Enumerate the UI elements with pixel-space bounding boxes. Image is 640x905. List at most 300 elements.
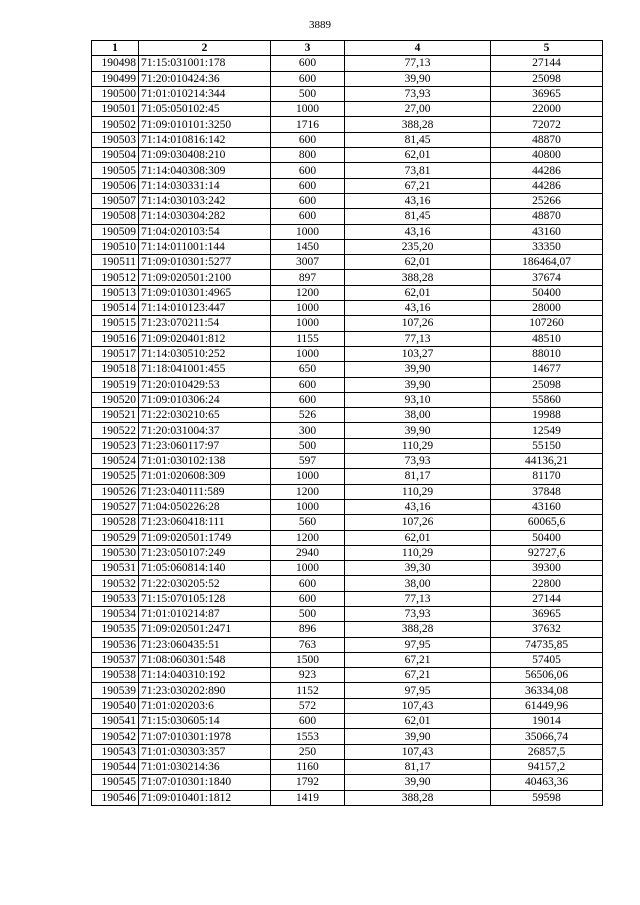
value-cell: 19988 — [491, 408, 603, 423]
cadastral-number-cell: 71:23:050107:249 — [139, 545, 271, 560]
cadastral-number-cell: 71:14:011001:144 — [139, 239, 271, 254]
cadastral-number-cell: 71:23:070211:54 — [139, 316, 271, 331]
row-number-cell: 190509 — [92, 224, 139, 239]
rate-cell: 77,13 — [345, 331, 491, 346]
value-cell: 19014 — [491, 714, 603, 729]
row-number-cell: 190537 — [92, 652, 139, 667]
cadastral-number-cell: 71:18:041001:455 — [139, 362, 271, 377]
row-number-cell: 190518 — [92, 362, 139, 377]
row-number-cell: 190500 — [92, 86, 139, 101]
row-number-cell: 190530 — [92, 545, 139, 560]
table-row — [92, 71, 603, 86]
table-row — [92, 606, 603, 621]
cadastral-number-cell: 71:20:031004:37 — [139, 423, 271, 438]
cadastral-number-cell: 71:23:060435:51 — [139, 637, 271, 652]
cadastral-number-cell: 71:14:010816:142 — [139, 132, 271, 147]
rate-cell: 39,90 — [345, 377, 491, 392]
row-number-cell: 190536 — [92, 637, 139, 652]
cadastral-number-cell: 71:04:050226:28 — [139, 499, 271, 514]
table-row — [92, 790, 603, 805]
row-number-cell: 190501 — [92, 102, 139, 117]
row-number-cell: 190522 — [92, 423, 139, 438]
area-cell: 1155 — [271, 331, 345, 346]
value-cell: 36965 — [491, 86, 603, 101]
row-number-cell: 190525 — [92, 469, 139, 484]
area-cell: 1000 — [271, 499, 345, 514]
value-cell: 37848 — [491, 484, 603, 499]
rate-cell: 39,90 — [345, 362, 491, 377]
table-row — [92, 759, 603, 774]
value-cell: 37674 — [491, 270, 603, 285]
value-cell: 55150 — [491, 438, 603, 453]
value-cell: 14677 — [491, 362, 603, 377]
area-cell: 896 — [271, 622, 345, 637]
value-cell: 94157,2 — [491, 759, 603, 774]
rate-cell: 43,16 — [345, 224, 491, 239]
value-cell: 44136,21 — [491, 454, 603, 469]
value-cell: 72072 — [491, 117, 603, 132]
rate-cell: 388,28 — [345, 622, 491, 637]
cadastral-number-cell: 71:01:030214:36 — [139, 759, 271, 774]
rate-cell: 110,29 — [345, 438, 491, 453]
rate-cell: 38,00 — [345, 408, 491, 423]
rate-cell: 39,90 — [345, 775, 491, 790]
table-row — [92, 622, 603, 637]
table-row — [92, 209, 603, 224]
cadastral-number-cell: 71:22:030205:52 — [139, 576, 271, 591]
area-cell: 600 — [271, 714, 345, 729]
area-cell: 1000 — [271, 469, 345, 484]
rate-cell: 39,90 — [345, 729, 491, 744]
rate-cell: 107,26 — [345, 316, 491, 331]
rate-cell: 103,27 — [345, 346, 491, 361]
cadastral-number-cell: 71:20:010429:53 — [139, 377, 271, 392]
area-cell: 600 — [271, 392, 345, 407]
area-cell: 597 — [271, 454, 345, 469]
area-cell: 1000 — [271, 301, 345, 316]
rate-cell: 62,01 — [345, 714, 491, 729]
cadastral-number-cell: 71:04:020103:54 — [139, 224, 271, 239]
cadastral-number-cell: 71:14:030331:14 — [139, 178, 271, 193]
row-number-cell: 190523 — [92, 438, 139, 453]
table-row — [92, 683, 603, 698]
row-number-cell: 190520 — [92, 392, 139, 407]
rate-cell: 81,45 — [345, 132, 491, 147]
cadastral-number-cell: 71:14:010123:447 — [139, 301, 271, 316]
rate-cell: 67,21 — [345, 668, 491, 683]
header-row — [92, 41, 603, 56]
cadastral-number-cell: 71:09:030408:210 — [139, 148, 271, 163]
value-cell: 36334,08 — [491, 683, 603, 698]
area-cell: 560 — [271, 515, 345, 530]
value-cell: 74735,85 — [491, 637, 603, 652]
row-number-cell: 190510 — [92, 239, 139, 254]
cadastral-number-cell: 71:14:030304:282 — [139, 209, 271, 224]
row-number-cell: 190534 — [92, 606, 139, 621]
table-row — [92, 484, 603, 499]
table-body — [92, 56, 603, 806]
rate-cell: 73,93 — [345, 86, 491, 101]
cadastral-number-cell: 71:20:010424:36 — [139, 71, 271, 86]
row-number-cell: 190507 — [92, 193, 139, 208]
area-cell: 1000 — [271, 102, 345, 117]
area-cell: 923 — [271, 668, 345, 683]
rate-cell: 81,17 — [345, 759, 491, 774]
table-row — [92, 698, 603, 713]
area-cell: 526 — [271, 408, 345, 423]
rate-cell: 110,29 — [345, 484, 491, 499]
area-cell: 1000 — [271, 224, 345, 239]
value-cell: 61449,96 — [491, 698, 603, 713]
rate-cell: 388,28 — [345, 790, 491, 805]
area-cell: 763 — [271, 637, 345, 652]
row-number-cell: 190543 — [92, 744, 139, 759]
cadastral-number-cell: 71:01:030303:357 — [139, 744, 271, 759]
table-row — [92, 285, 603, 300]
column-header-3: 3 — [271, 41, 345, 56]
column-header-5: 5 — [491, 41, 603, 56]
table-row — [92, 729, 603, 744]
value-cell: 92727,6 — [491, 545, 603, 560]
table-row — [92, 515, 603, 530]
value-cell: 40463,36 — [491, 775, 603, 790]
area-cell: 800 — [271, 148, 345, 163]
row-number-cell: 190516 — [92, 331, 139, 346]
table-row — [92, 56, 603, 71]
table-row — [92, 530, 603, 545]
rate-cell: 77,13 — [345, 591, 491, 606]
value-cell: 60065,6 — [491, 515, 603, 530]
value-cell: 50400 — [491, 285, 603, 300]
value-cell: 28000 — [491, 301, 603, 316]
area-cell: 600 — [271, 56, 345, 71]
table-row — [92, 316, 603, 331]
rate-cell: 81,45 — [345, 209, 491, 224]
row-number-cell: 190542 — [92, 729, 139, 744]
table-row — [92, 102, 603, 117]
row-number-cell: 190546 — [92, 790, 139, 805]
table-row — [92, 193, 603, 208]
value-cell: 48510 — [491, 331, 603, 346]
value-cell: 27144 — [491, 56, 603, 71]
rate-cell: 388,28 — [345, 270, 491, 285]
cadastral-number-cell: 71:08:060301:548 — [139, 652, 271, 667]
cadastral-number-cell: 71:15:030605:14 — [139, 714, 271, 729]
value-cell: 43160 — [491, 224, 603, 239]
cadastral-number-cell: 71:14:030103:242 — [139, 193, 271, 208]
table-row — [92, 331, 603, 346]
rate-cell: 77,13 — [345, 56, 491, 71]
rate-cell: 73,93 — [345, 606, 491, 621]
row-number-cell: 190519 — [92, 377, 139, 392]
row-number-cell: 190545 — [92, 775, 139, 790]
table-row — [92, 652, 603, 667]
area-cell: 1160 — [271, 759, 345, 774]
row-number-cell: 190531 — [92, 561, 139, 576]
table-row — [92, 454, 603, 469]
rate-cell: 388,28 — [345, 117, 491, 132]
cadastral-number-cell: 71:05:060814:140 — [139, 561, 271, 576]
cadastral-number-cell: 71:15:031001:178 — [139, 56, 271, 71]
table-row — [92, 224, 603, 239]
area-cell: 572 — [271, 698, 345, 713]
value-cell: 48870 — [491, 209, 603, 224]
table-row — [92, 438, 603, 453]
rate-cell: 43,16 — [345, 301, 491, 316]
value-cell: 25266 — [491, 193, 603, 208]
row-number-cell: 190526 — [92, 484, 139, 499]
area-cell: 1000 — [271, 316, 345, 331]
rate-cell: 67,21 — [345, 652, 491, 667]
area-cell: 600 — [271, 591, 345, 606]
value-cell: 43160 — [491, 499, 603, 514]
row-number-cell: 190512 — [92, 270, 139, 285]
table-row — [92, 301, 603, 316]
rate-cell: 62,01 — [345, 285, 491, 300]
column-header-1: 1 — [92, 41, 139, 56]
table-row — [92, 392, 603, 407]
table-row — [92, 423, 603, 438]
value-cell: 107260 — [491, 316, 603, 331]
value-cell: 48870 — [491, 132, 603, 147]
row-number-cell: 190503 — [92, 132, 139, 147]
table-row — [92, 163, 603, 178]
table-row — [92, 576, 603, 591]
rate-cell: 62,01 — [345, 148, 491, 163]
table-row — [92, 86, 603, 101]
area-cell: 1000 — [271, 561, 345, 576]
row-number-cell: 190535 — [92, 622, 139, 637]
value-cell: 33350 — [491, 239, 603, 254]
area-cell: 2940 — [271, 545, 345, 560]
table-row — [92, 362, 603, 377]
row-number-cell: 190528 — [92, 515, 139, 530]
rate-cell: 73,93 — [345, 454, 491, 469]
row-number-cell: 190508 — [92, 209, 139, 224]
table-row — [92, 561, 603, 576]
area-cell: 1716 — [271, 117, 345, 132]
cadastral-number-cell: 71:23:060418:111 — [139, 515, 271, 530]
table-row — [92, 499, 603, 514]
cadastral-number-cell: 71:07:010301:1840 — [139, 775, 271, 790]
rate-cell: 97,95 — [345, 683, 491, 698]
value-cell: 35066,74 — [491, 729, 603, 744]
table-row — [92, 714, 603, 729]
rate-cell: 62,01 — [345, 255, 491, 270]
value-cell: 25098 — [491, 377, 603, 392]
table-header — [92, 41, 603, 56]
value-cell: 44286 — [491, 163, 603, 178]
rate-cell: 27,00 — [345, 102, 491, 117]
table-row — [92, 591, 603, 606]
value-cell: 40800 — [491, 148, 603, 163]
value-cell: 57405 — [491, 652, 603, 667]
area-cell: 250 — [271, 744, 345, 759]
cadastral-number-cell: 71:01:020608:309 — [139, 469, 271, 484]
area-cell: 600 — [271, 71, 345, 86]
area-cell: 1000 — [271, 346, 345, 361]
row-number-cell: 190511 — [92, 255, 139, 270]
area-cell: 600 — [271, 163, 345, 178]
row-number-cell: 190539 — [92, 683, 139, 698]
value-cell: 37632 — [491, 622, 603, 637]
rate-cell: 107,26 — [345, 515, 491, 530]
data-table — [91, 40, 603, 806]
area-cell: 600 — [271, 576, 345, 591]
table-row — [92, 408, 603, 423]
value-cell: 26857,5 — [491, 744, 603, 759]
page-number: 3889 — [309, 19, 331, 31]
value-cell: 44286 — [491, 178, 603, 193]
area-cell: 3007 — [271, 255, 345, 270]
row-number-cell: 190498 — [92, 56, 139, 71]
value-cell: 55860 — [491, 392, 603, 407]
area-cell: 1200 — [271, 285, 345, 300]
cadastral-number-cell: 71:09:020501:2471 — [139, 622, 271, 637]
row-number-cell: 190524 — [92, 454, 139, 469]
rate-cell: 81,17 — [345, 469, 491, 484]
row-number-cell: 190538 — [92, 668, 139, 683]
area-cell: 500 — [271, 606, 345, 621]
row-number-cell: 190499 — [92, 71, 139, 86]
value-cell: 59598 — [491, 790, 603, 805]
cadastral-number-cell: 71:23:030202:890 — [139, 683, 271, 698]
row-number-cell: 190505 — [92, 163, 139, 178]
table-row — [92, 775, 603, 790]
cadastral-number-cell: 71:09:010301:5277 — [139, 255, 271, 270]
rate-cell: 235,20 — [345, 239, 491, 254]
area-cell: 300 — [271, 423, 345, 438]
row-number-cell: 190513 — [92, 285, 139, 300]
rate-cell: 73,81 — [345, 163, 491, 178]
rate-cell: 107,43 — [345, 698, 491, 713]
table-row — [92, 148, 603, 163]
row-number-cell: 190515 — [92, 316, 139, 331]
cadastral-number-cell: 71:09:010306:24 — [139, 392, 271, 407]
cadastral-number-cell: 71:09:010101:3250 — [139, 117, 271, 132]
column-header-2: 2 — [139, 41, 271, 56]
value-cell: 36965 — [491, 606, 603, 621]
row-number-cell: 190517 — [92, 346, 139, 361]
rate-cell: 43,16 — [345, 193, 491, 208]
table-row — [92, 346, 603, 361]
table-row — [92, 270, 603, 285]
area-cell: 500 — [271, 438, 345, 453]
table-row — [92, 239, 603, 254]
table-row — [92, 178, 603, 193]
value-cell: 39300 — [491, 561, 603, 576]
table-row — [92, 744, 603, 759]
cadastral-number-cell: 71:09:010401:1812 — [139, 790, 271, 805]
area-cell: 1419 — [271, 790, 345, 805]
rate-cell: 97,95 — [345, 637, 491, 652]
row-number-cell: 190506 — [92, 178, 139, 193]
value-cell: 50400 — [491, 530, 603, 545]
rate-cell: 39,30 — [345, 561, 491, 576]
table-row — [92, 255, 603, 270]
area-cell: 1792 — [271, 775, 345, 790]
cadastral-number-cell: 71:01:010214:344 — [139, 86, 271, 101]
cadastral-number-cell: 71:01:010214:87 — [139, 606, 271, 621]
rate-cell: 93,10 — [345, 392, 491, 407]
cadastral-number-cell: 71:01:030102:138 — [139, 454, 271, 469]
row-number-cell: 190533 — [92, 591, 139, 606]
row-number-cell: 190504 — [92, 148, 139, 163]
cadastral-number-cell: 71:09:020401:812 — [139, 331, 271, 346]
row-number-cell: 190540 — [92, 698, 139, 713]
area-cell: 600 — [271, 193, 345, 208]
row-number-cell: 190514 — [92, 301, 139, 316]
cadastral-number-cell: 71:09:020501:2100 — [139, 270, 271, 285]
cadastral-number-cell: 71:14:040310:192 — [139, 668, 271, 683]
cadastral-number-cell: 71:22:030210:65 — [139, 408, 271, 423]
value-cell: 27144 — [491, 591, 603, 606]
cadastral-number-cell: 71:15:070105:128 — [139, 591, 271, 606]
area-cell: 600 — [271, 377, 345, 392]
value-cell: 88010 — [491, 346, 603, 361]
value-cell: 81170 — [491, 469, 603, 484]
table-row — [92, 377, 603, 392]
value-cell: 22800 — [491, 576, 603, 591]
column-header-4: 4 — [345, 41, 491, 56]
area-cell: 600 — [271, 209, 345, 224]
rate-cell: 62,01 — [345, 530, 491, 545]
row-number-cell: 190502 — [92, 117, 139, 132]
cadastral-number-cell: 71:05:050102:45 — [139, 102, 271, 117]
value-cell: 186464,07 — [491, 255, 603, 270]
table-row — [92, 469, 603, 484]
rate-cell: 38,00 — [345, 576, 491, 591]
area-cell: 600 — [271, 132, 345, 147]
rate-cell: 110,29 — [345, 545, 491, 560]
cadastral-number-cell: 71:14:030510:252 — [139, 346, 271, 361]
area-cell: 500 — [271, 86, 345, 101]
cadastral-number-cell: 71:23:060117:97 — [139, 438, 271, 453]
value-cell: 22000 — [491, 102, 603, 117]
table-row — [92, 545, 603, 560]
area-cell: 1200 — [271, 530, 345, 545]
row-number-cell: 190521 — [92, 408, 139, 423]
area-cell: 600 — [271, 178, 345, 193]
rate-cell: 39,90 — [345, 423, 491, 438]
table-row — [92, 132, 603, 147]
row-number-cell: 190529 — [92, 530, 139, 545]
row-number-cell: 190544 — [92, 759, 139, 774]
cadastral-number-cell: 71:23:040111:589 — [139, 484, 271, 499]
area-cell: 897 — [271, 270, 345, 285]
rate-cell: 67,21 — [345, 178, 491, 193]
area-cell: 1553 — [271, 729, 345, 744]
table-row — [92, 637, 603, 652]
area-cell: 1200 — [271, 484, 345, 499]
row-number-cell: 190527 — [92, 499, 139, 514]
cadastral-number-cell: 71:14:040308:309 — [139, 163, 271, 178]
cadastral-number-cell: 71:07:010301:1978 — [139, 729, 271, 744]
value-cell: 25098 — [491, 71, 603, 86]
area-cell: 1500 — [271, 652, 345, 667]
cadastral-number-cell: 71:09:020501:1749 — [139, 530, 271, 545]
area-cell: 1152 — [271, 683, 345, 698]
value-cell: 56506,06 — [491, 668, 603, 683]
row-number-cell: 190541 — [92, 714, 139, 729]
area-cell: 1450 — [271, 239, 345, 254]
rate-cell: 107,43 — [345, 744, 491, 759]
rate-cell: 39,90 — [345, 71, 491, 86]
value-cell: 12549 — [491, 423, 603, 438]
row-number-cell: 190532 — [92, 576, 139, 591]
area-cell: 650 — [271, 362, 345, 377]
cadastral-number-cell: 71:09:010301:4965 — [139, 285, 271, 300]
